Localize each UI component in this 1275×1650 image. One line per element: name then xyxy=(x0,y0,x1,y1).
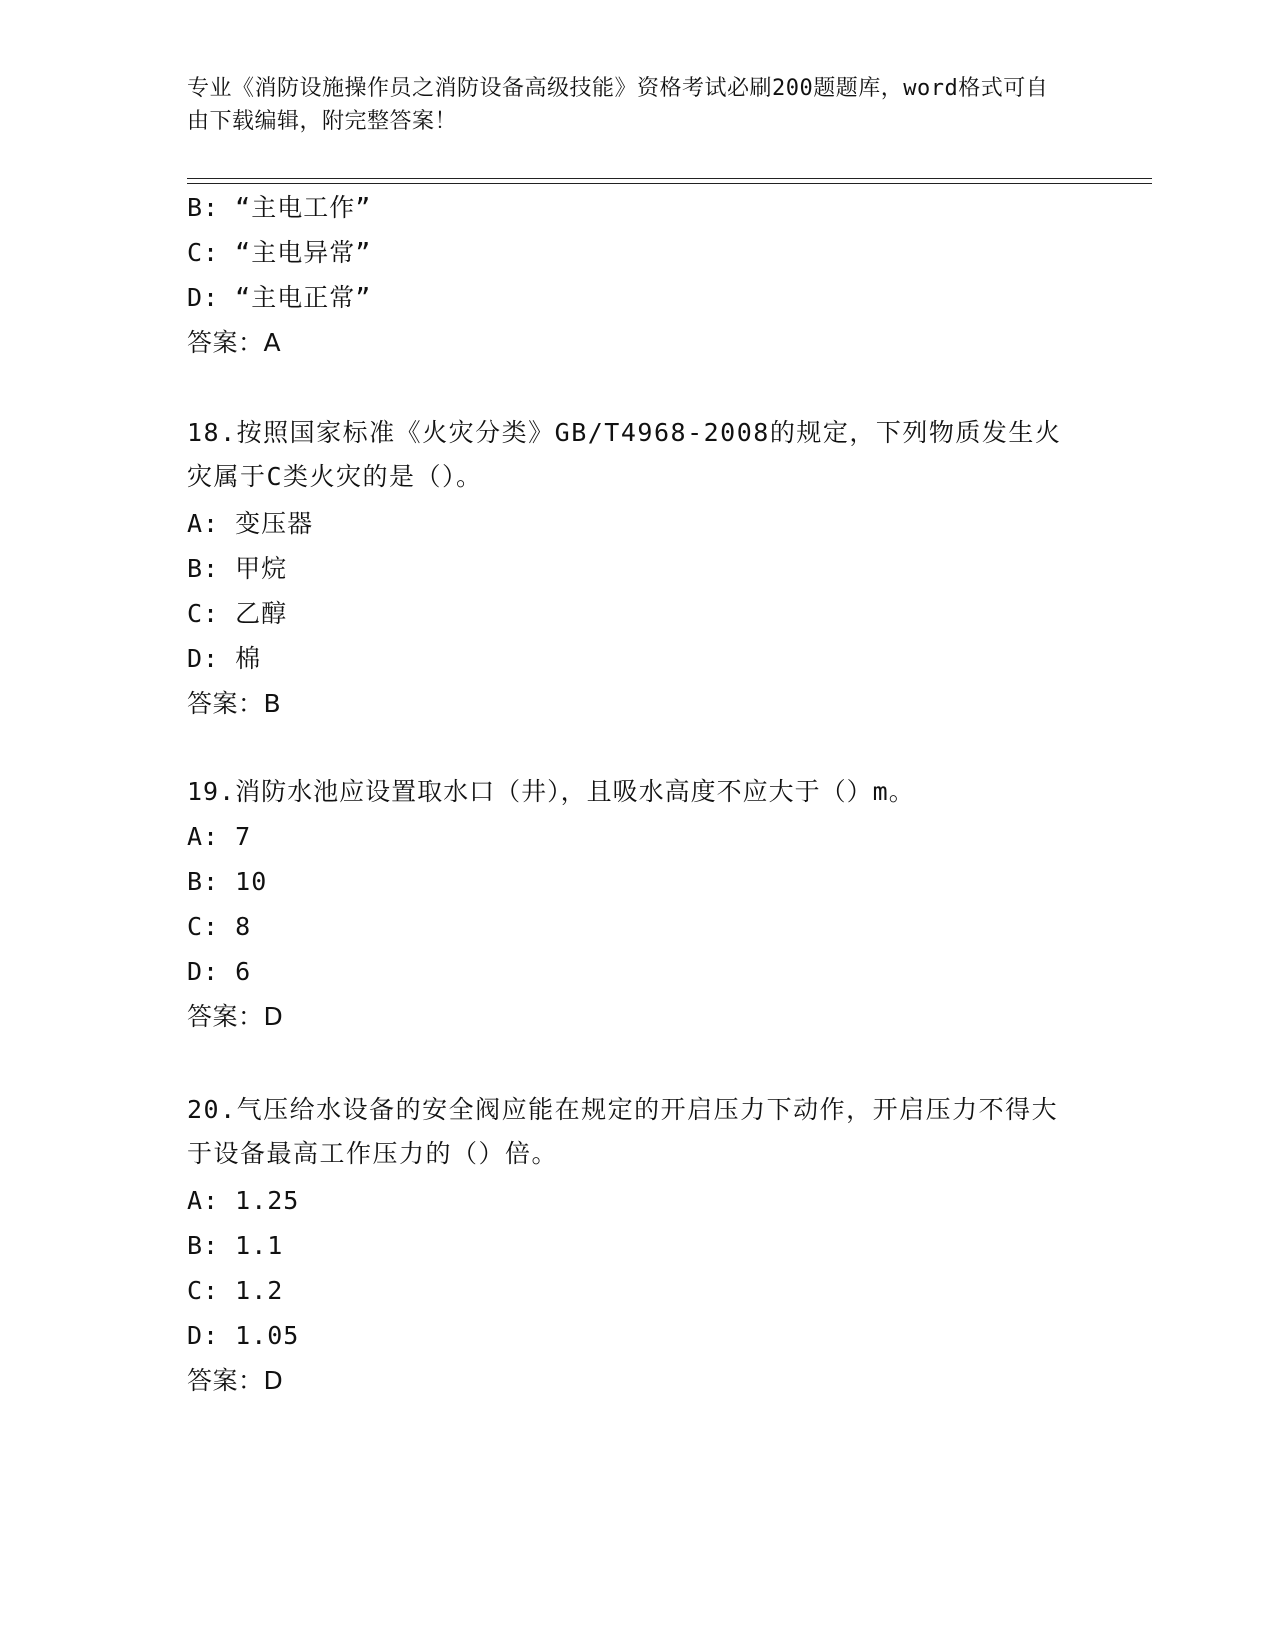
q18-answer: 答案：B xyxy=(187,689,282,718)
q20-option-b: B: 1.1 xyxy=(187,1231,284,1260)
q19-option-c: C: 8 xyxy=(187,912,252,941)
q19-option-d: D: 6 xyxy=(187,957,252,986)
q19-option-b: B: 10 xyxy=(187,867,268,896)
q18-option-c: C: 乙醇 xyxy=(187,599,288,628)
header-divider-top xyxy=(187,178,1152,179)
q20-stem: 20.气压给水设备的安全阀应能在规定的开启压力下动作，开启压力不得大于设备最高工作压力的（）倍。 xyxy=(187,1095,1059,1168)
q19-answer: 答案：D xyxy=(187,1002,284,1031)
header-divider-bottom xyxy=(187,183,1152,184)
q18-option-b: B: 甲烷 xyxy=(187,554,288,583)
q20-option-d: D: 1.05 xyxy=(187,1321,300,1350)
q20-option-c: C: 1.2 xyxy=(187,1276,284,1305)
q18-option-d: D: 棉 xyxy=(187,644,262,673)
document-header: 专业《消防设施操作员之消防设备高级技能》资格考试必刷200题题库，word格式可自由下载编辑，附完整答案！ xyxy=(187,76,1049,134)
q17-answer: 答案：A xyxy=(187,328,282,357)
q19-stem: 19.消防水池应设置取水口（井），且吸水高度不应大于（）m。 xyxy=(187,777,915,806)
q18-option-a: A: 变压器 xyxy=(187,509,314,538)
q18-stem: 18.按照国家标准《火灾分类》GB/T4968-2008的规定，下列物质发生火灾属于C类火灾的是（）。 xyxy=(187,418,1062,491)
q20-option-a: A: 1.25 xyxy=(187,1186,300,1215)
q19-option-a: A: 7 xyxy=(187,822,252,851)
q17-option-c: C: “主电异常” xyxy=(187,238,372,267)
q17-option-d: D: “主电正常” xyxy=(187,283,372,312)
q17-option-b: B: “主电工作” xyxy=(187,193,372,222)
q20-answer: 答案：D xyxy=(187,1366,284,1395)
